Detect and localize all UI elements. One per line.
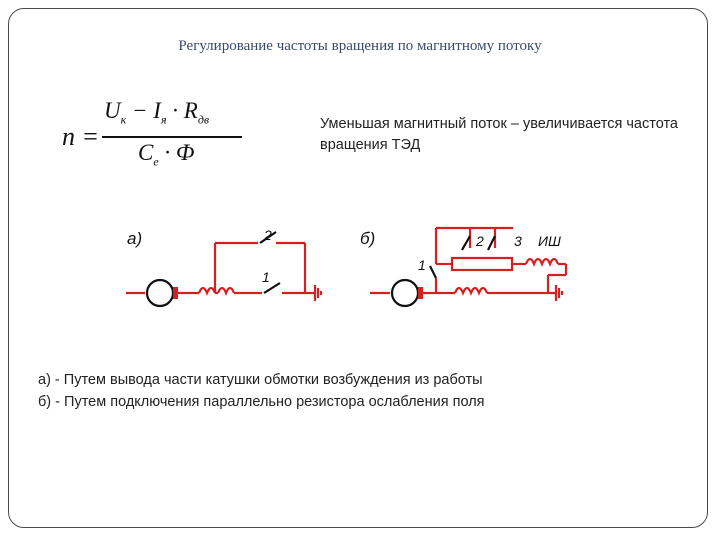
caption-a: а) - Путем вывода части катушки обмотки возбуждения из работы xyxy=(38,372,483,388)
field-coil-a-part2 xyxy=(218,288,234,293)
switch-3-b-label: 3 xyxy=(514,233,522,249)
circuit-b xyxy=(360,228,566,306)
motor-b-icon xyxy=(392,280,418,306)
motor-a-brush xyxy=(173,287,178,299)
switch-1-b xyxy=(430,266,436,278)
shunt-label: ИШ xyxy=(538,233,561,249)
slide-title: Регулирование частоты вращения по магнитному потоку xyxy=(178,38,542,54)
formula-denominator: $C_е \cdot Ф$ xyxy=(138,140,195,169)
motor-a-icon xyxy=(147,280,173,306)
field-weakening-resistor xyxy=(452,258,512,270)
formula-lhs: n = xyxy=(62,122,100,151)
formula-numerator: $U_к - I_я \cdot R_{дв}$ xyxy=(104,98,210,127)
caption-b: б) - Путем подключения параллельно резистора ослабления поля xyxy=(38,394,485,410)
switch-1-b-label: 1 xyxy=(418,257,426,273)
switch-2-a-label: 2 xyxy=(264,227,272,243)
inductive-shunt-coil xyxy=(526,259,558,264)
circuit-b-label: б) xyxy=(360,229,376,248)
switch-1-a-label: 1 xyxy=(262,269,270,285)
switch-2-b-label: 2 xyxy=(476,233,484,249)
switch-2-b xyxy=(462,236,470,250)
circuit-a xyxy=(126,227,321,306)
flux-note: Уменьшая магнитный поток – увеличивается частота вращения ТЭД xyxy=(320,116,678,153)
motor-b-brush xyxy=(418,287,423,299)
field-coil-a-part1 xyxy=(199,288,215,293)
circuit-a-label: a) xyxy=(127,229,143,248)
field-coil-b xyxy=(455,288,487,293)
